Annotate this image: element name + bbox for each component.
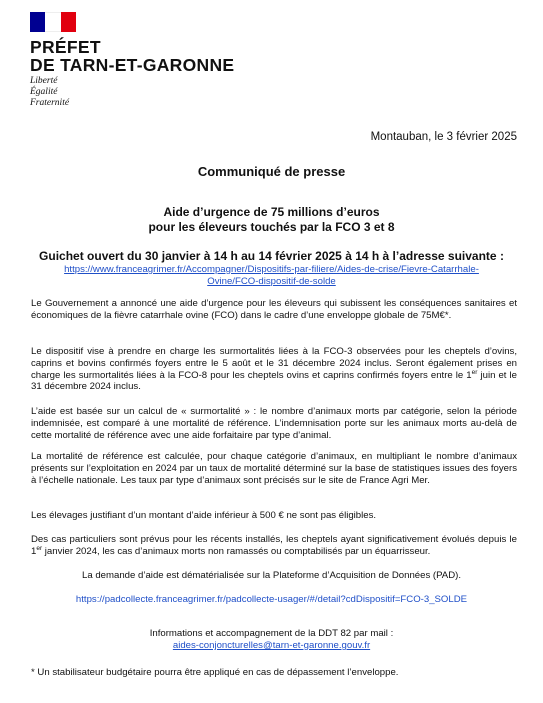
paragraph-calcul: L’aide est basée sur un calcul de « surmortalité » : le nombre d’animaux morts par catégorie, selon la période indemnisée, est comparé à une mortalité de référence. L’indemnisation porte sur les animaux morts au-delà de cette mortalité de référence avec une aide forfaitaire par type d’animal. bbox=[31, 406, 517, 441]
footnote: * Un stabilisateur budgétaire pourra être appliqué en cas de dépassement l’enveloppe. bbox=[31, 667, 399, 678]
motto-fraternite: Fraternité bbox=[30, 98, 70, 108]
paragraph-cas-text-b: janvier 2024, les cas d’animaux morts non ramassés ou comptabilisés par un équarrisseur. bbox=[42, 545, 431, 557]
prefecture-name bbox=[30, 38, 234, 74]
padcollecte-link[interactable]: https://padcollecte.franceagrimer.fr/padcollecte-usager/#/detail?cdDispositif=FCO-3_SOLDE bbox=[75, 594, 468, 605]
motto-egalite: Égalité bbox=[30, 87, 58, 97]
pad-notice: La demande d’aide est dématérialisée sur la Plateforme d’Acquisition de Données (PAD). bbox=[82, 570, 461, 581]
prefet-line-2: DE TARN-ET-GARONNE bbox=[30, 55, 235, 75]
subtitle-line-1: Aide d’urgence de 75 millions d’euros bbox=[163, 205, 380, 219]
paragraph-cas-text-a: Des cas particuliers sont prévus pour les récents installés, les cheptels ayant significativement évolués depuis le 1 bbox=[31, 534, 517, 557]
release-date: Montauban, le 3 février 2025 bbox=[370, 131, 517, 143]
subtitle bbox=[0, 205, 543, 235]
paragraph-intro: Le Gouvernement a annoncé une aide d’urgence pour les éleveurs qui subissent les conséquences sanitaires et économiques de la fièvre catarrhale ovine (FCO) dans le cadre d’une enveloppe globale de 75M€*. bbox=[31, 298, 517, 321]
contact-email-link[interactable]: aides-conjoncturelles@tarn-et-garonne.gouv.fr bbox=[172, 640, 371, 651]
paragraph-dispositif-sup: er bbox=[471, 368, 478, 376]
paragraph-dispositif bbox=[31, 346, 517, 393]
franceagrimer-link-line-1[interactable]: https://www.franceagrimer.fr/Accompagner/Dispositifs-par-filiere/Aides-de-crise/Fievre-Catarrhale- bbox=[64, 264, 479, 275]
paragraph-mortalite: La mortalité de référence est calculée, pour chaque catégorie d’animaux, en multipliant le nombre d’animaux présents sur l’exploitation en 2024 par un taux de mortalité déterminé sur la base de statistiques issues des foyers à l’échelle nationale. Les taux par type d’animaux sont précisés sur le site de France Agri Mer. bbox=[31, 451, 517, 486]
motto-liberte: Liberté bbox=[30, 76, 58, 86]
paragraph-dispositif-text-a: Le dispositif vise à prendre en charge les surmortalités liées à la FCO-3 observées pour les cheptels d’ovins, caprins et bovins confirmés foyers entre le 5 août et le 31 décembre 2024 inclus. Seront également prises en charge les surmortalités liées à la FCO-8 pour les cheptels ovins et caprins confirmés foyers entre le 1 bbox=[31, 346, 517, 381]
republique-flag-logo bbox=[30, 12, 76, 32]
prefet-line-1: PRÉFET bbox=[30, 37, 101, 57]
subtitle-line-2: pour les éleveurs touchés par la FCO 3 et 8 bbox=[148, 220, 395, 234]
flag-blue-band bbox=[30, 12, 45, 32]
franceagrimer-link[interactable] bbox=[0, 264, 543, 288]
paragraph-dispositif-text-b: juin et le 31 décembre 2024 inclus. bbox=[31, 369, 517, 393]
contact-info bbox=[0, 628, 543, 652]
flag-white-band bbox=[45, 12, 61, 32]
franceagrimer-link-line-2[interactable]: Ovine/FCO-dispositif-de-solde bbox=[207, 276, 336, 287]
republic-motto bbox=[30, 76, 69, 109]
contact-info-label: Informations et accompagnement de la DDT 82 par mail : bbox=[149, 628, 394, 639]
paragraph-cas-sup: er bbox=[36, 544, 43, 552]
paragraph-seuil: Les élevages justifiant d’un montant d’aide inférieur à 500 € ne sont pas éligibles. bbox=[31, 510, 377, 521]
page-title: Communiqué de presse bbox=[197, 164, 346, 179]
flag-red-band bbox=[61, 12, 76, 32]
guichet-heading: Guichet ouvert du 30 janvier à 14 h au 14 février 2025 à 14 h à l’adresse suivante : bbox=[39, 249, 504, 263]
paragraph-cas-particuliers bbox=[31, 534, 517, 558]
